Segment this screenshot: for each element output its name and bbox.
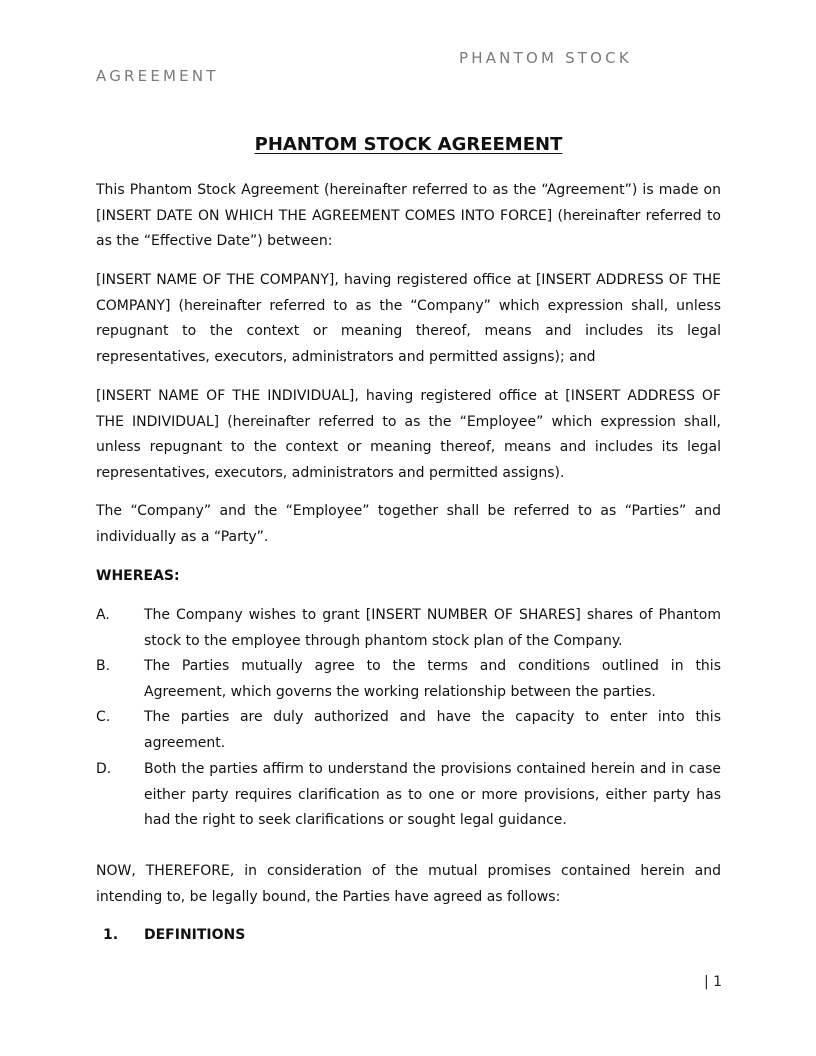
recital-text: Both the parties affirm to understand the provisions contained herein and in case either party requires clarification as to one or more provisions, either party has had the right to seek clarifications or sought legal guidance. — [144, 761, 721, 829]
recital-item — [96, 757, 721, 834]
running-header-line-2: AGREEMENT — [96, 67, 219, 85]
company-party-paragraph: [INSERT NAME OF THE COMPANY], having registered office at [INSERT ADDRESS OF THE COMPANY] (hereinafter referred to as the “Company” which expression shall, unless repugnant to the context or meaning thereof, means and includes its legal representatives, executors, administrators and permitted assigns); and — [96, 272, 721, 366]
recital-text: The Parties mutually agree to the terms and conditions outlined in this Agreement, which governs the working relationship between the parties. — [144, 658, 721, 700]
parties-definition-paragraph: The “Company” and the “Employee” together shall be referred to as “Parties” and individually as a “Party”. — [96, 503, 721, 545]
now-therefore-paragraph: NOW, THEREFORE, in consideration of the mutual promises contained herein and intending to, be legally bound, the Parties have agreed as follows: — [96, 863, 721, 905]
recital-letter: A. — [96, 607, 110, 623]
running-header-line-1: PHANTOM STOCK — [459, 49, 632, 67]
document-title: PHANTOM STOCK AGREEMENT — [254, 134, 563, 155]
whereas-heading: WHEREAS: — [96, 568, 180, 584]
recital-item — [96, 654, 721, 705]
recital-text: The Company wishes to grant [INSERT NUMBER OF SHARES] shares of Phantom stock to the employee through phantom stock plan of the Company. — [144, 607, 721, 649]
recital-letter: C. — [96, 709, 111, 725]
recital-item — [96, 603, 721, 654]
recital-letter: D. — [96, 761, 112, 777]
recital-item — [96, 705, 721, 756]
intro-paragraph: This Phantom Stock Agreement (hereinafter referred to as the “Agreement”) is made on [INSERT DATE ON WHICH THE AGREEMENT COMES INTO FORCE] (hereinafter referred to as the “Effective Date”) between: — [96, 182, 721, 250]
recital-text: The parties are duly authorized and have the capacity to enter into this agreement. — [144, 709, 721, 751]
section-number: 1. — [103, 927, 119, 943]
employee-party-paragraph: [INSERT NAME OF THE INDIVIDUAL], having registered office at [INSERT ADDRESS OF THE INDIVIDUAL] (hereinafter referred to as the “Employee” which expression shall, unless repugnant to the context or meaning thereof, means and includes its legal representatives, executors, administrators and permitted assigns). — [96, 388, 721, 482]
section-title: DEFINITIONS — [144, 927, 246, 943]
page-number: | 1 — [704, 974, 723, 990]
recital-letter: B. — [96, 658, 111, 674]
